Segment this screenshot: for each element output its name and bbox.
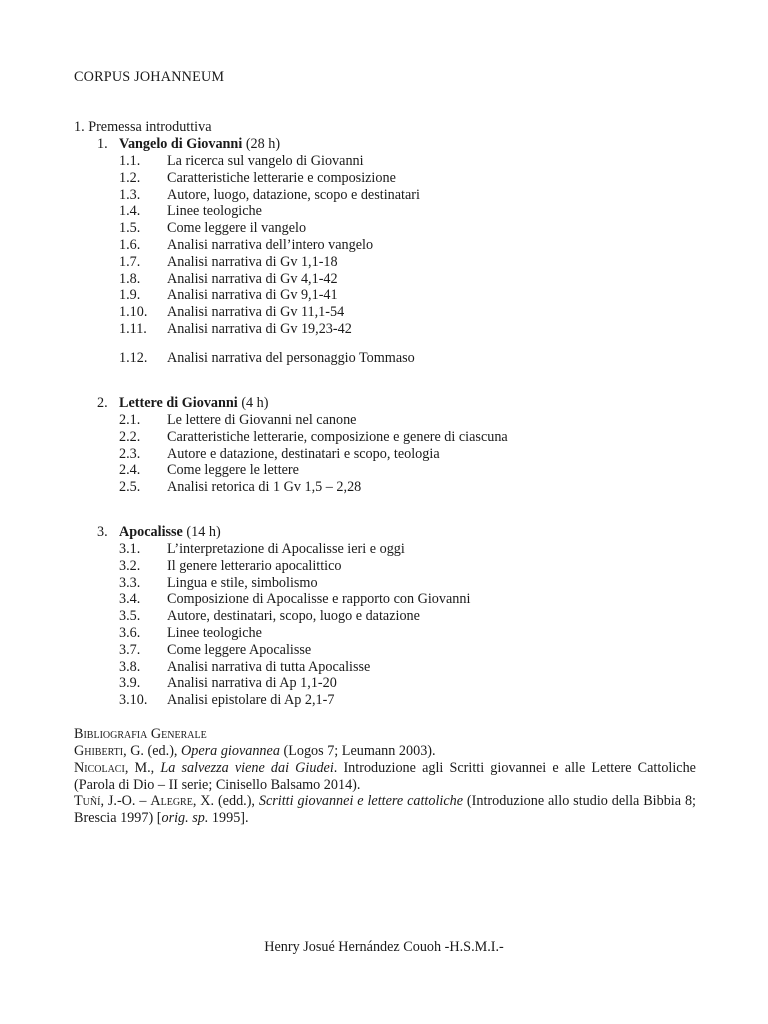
entry-details: (Introduzione allo studio della Bibbia 8; Brescia 1997) [: [74, 793, 696, 827]
item-number: 1.11.: [119, 320, 147, 337]
entry-details: (Logos 7; Leumann 2003).: [279, 743, 436, 759]
entry-title: Opera giovannea: [181, 743, 280, 759]
section-number: 3.: [97, 524, 108, 540]
item-number: 1.7.: [119, 253, 141, 270]
entry-title: Scritti giovannei e lettere cattoliche: [258, 793, 464, 810]
item-text: Autore, luogo, datazione, scopo e destinatari: [167, 186, 420, 203]
bibliography-entry: [74, 760, 696, 794]
item-number: 2.4.: [119, 462, 141, 479]
entry-author: Tuñí: [74, 793, 101, 810]
item-number: 3.1.: [119, 541, 141, 557]
item-text: Caratteristiche letterarie e composizione: [167, 169, 396, 186]
item-text: Analisi narrativa di Gv 4,1-42: [167, 270, 338, 287]
item-number: 3.8.: [119, 658, 141, 675]
item-text: La ricerca sul vangelo di Giovanni: [167, 153, 364, 169]
entry-details: . Introduzione agli Scritti giovannei e alle Lettere Cattoliche (Parola di Dio – II serie; Cinisello Balsamo 2014).: [74, 759, 696, 793]
bibliography-entry: [74, 793, 696, 827]
item-text: Come leggere il vangelo: [167, 220, 307, 237]
item-text: Linee teologiche: [167, 203, 262, 220]
item-text: Autore, destinatari, scopo, luogo e datazione: [167, 608, 420, 625]
item-number: 3.5.: [119, 608, 141, 625]
premessa-heading: 1. Premessa introduttiva: [74, 119, 212, 135]
entry-author-2: Alegre: [150, 793, 193, 810]
section-number: 1.: [97, 136, 108, 152]
entry-orig-note: orig. sp.: [161, 810, 209, 827]
item-number: 2.2.: [119, 428, 141, 445]
item-number: 1.2.: [119, 169, 141, 186]
entry-title: La salvezza viene dai Giudei: [160, 759, 334, 776]
item-text: Analisi retorica di 1 Gv 1,5 – 2,28: [167, 479, 362, 496]
item-text: Analisi narrativa di Gv 11,1-54: [167, 304, 345, 321]
item-text: Analisi narrativa dell’intero vangelo: [167, 236, 374, 253]
section-heading: [119, 395, 269, 412]
bibliography-entry: [74, 743, 696, 760]
document-title: CORPUS JOHANNEUM: [74, 69, 225, 85]
item-number: 2.1.: [119, 412, 141, 428]
section-heading: [119, 524, 221, 541]
section-title: Apocalisse: [119, 524, 183, 540]
item-text: Il genere letterario apocalittico: [167, 557, 342, 574]
item-text: Analisi narrativa di Gv 1,1-18: [167, 253, 338, 270]
item-number: 2.3.: [119, 445, 141, 462]
item-text: Come leggere le lettere: [167, 462, 299, 479]
item-text: L’interpretazione di Apocalisse ieri e oggi: [167, 541, 405, 557]
entry-author: Nicolaci: [74, 759, 125, 776]
item-number: 1.9.: [119, 287, 141, 304]
item-number: 1.12.: [119, 349, 148, 366]
item-number: 3.3.: [119, 574, 141, 591]
item-text: Analisi narrativa di Gv 9,1-41: [167, 287, 338, 304]
entry-author-rest: , G. (ed.),: [123, 743, 182, 759]
section-title: Lettere di Giovanni: [119, 395, 238, 411]
bibliography-heading: Bibliografia Generale: [74, 726, 207, 742]
section-heading: [119, 136, 280, 153]
item-number: 1.8.: [119, 270, 141, 287]
section-hours: (4 h): [241, 395, 269, 411]
section-title: Vangelo di Giovanni: [119, 136, 243, 152]
entry-author-rest: , J.-O. –: [100, 793, 151, 810]
item-number: 1.4.: [119, 203, 141, 220]
item-text: Caratteristiche letterarie, composizione e genere di ciascuna: [167, 428, 508, 445]
item-number: 3.2.: [119, 557, 141, 574]
item-text: Come leggere Apocalisse: [167, 641, 312, 658]
item-number: 1.10.: [119, 304, 148, 321]
entry-author-2-rest: , X. (edd.),: [192, 793, 259, 810]
item-number: 3.7.: [119, 641, 141, 658]
item-text: Analisi epistolare di Ap 2,1-7: [167, 692, 335, 709]
entry-details-end: 1995].: [208, 810, 249, 827]
bibliography: [74, 726, 696, 827]
item-number: 1.5.: [119, 220, 141, 237]
item-text: Analisi narrativa di Ap 1,1-20: [167, 675, 337, 692]
item-text: Analisi narrativa di tutta Apocalisse: [167, 658, 371, 675]
page-footer: Henry Josué Hernández Couoh -H.S.M.I.-: [264, 939, 504, 955]
item-number: 3.9.: [119, 675, 141, 692]
item-number: 3.6.: [119, 624, 141, 641]
item-text: Autore e datazione, destinatari e scopo, teologia: [167, 445, 440, 462]
item-text: Composizione di Apocalisse e rapporto con Giovanni: [167, 591, 471, 608]
section-number: 2.: [97, 395, 108, 411]
item-text: Analisi narrativa di Gv 19,23-42: [167, 320, 352, 337]
section-hours: (28 h): [245, 136, 281, 152]
item-text: Analisi narrativa del personaggio Tommaso: [167, 349, 415, 366]
item-text: Le lettere di Giovanni nel canone: [167, 412, 357, 428]
item-number: 1.1.: [119, 153, 141, 169]
section-hours: (14 h): [186, 524, 221, 540]
item-number: 1.3.: [119, 186, 141, 203]
item-number: 1.6.: [119, 236, 141, 253]
item-number: 3.10.: [119, 692, 148, 709]
entry-author-rest: , M.,: [124, 759, 161, 776]
item-number: 2.5.: [119, 479, 141, 496]
item-number: 3.4.: [119, 591, 141, 608]
item-text: Linee teologiche: [167, 624, 262, 641]
entry-author: Ghiberti: [74, 743, 124, 759]
item-text: Lingua e stile, simbolismo: [167, 574, 318, 591]
